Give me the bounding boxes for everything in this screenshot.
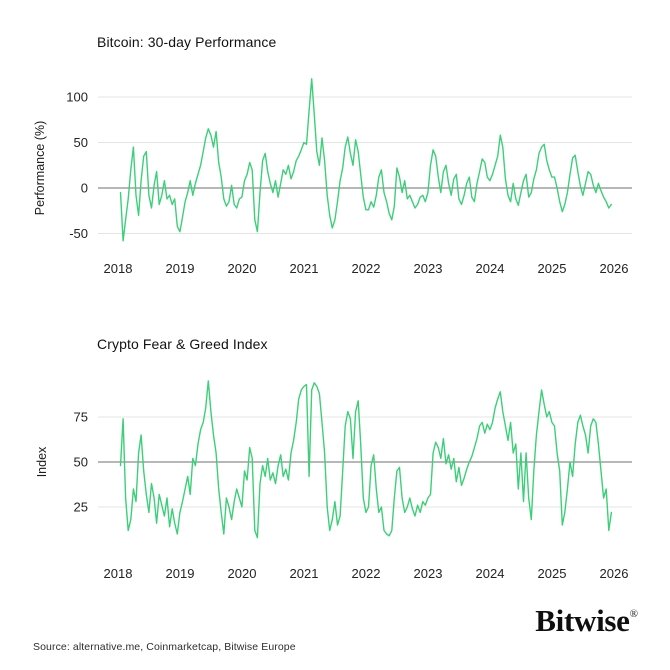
x-tick-label: 2023 (413, 566, 443, 581)
x-tick-label: 2022 (351, 566, 381, 581)
x-tick-label: 2018 (103, 261, 133, 276)
y-tick-label: -50 (69, 226, 88, 241)
x-tick-label: 2018 (103, 566, 133, 581)
x-tick-label: 2025 (537, 261, 567, 276)
x-tick-label: 2022 (351, 261, 381, 276)
bitwise-logo (535, 603, 638, 639)
x-tick-label: 2025 (537, 566, 567, 581)
chart2-title: Crypto Fear & Greed Index (97, 336, 268, 352)
bitwise-logo-text: Bitwise (535, 603, 630, 638)
x-tick-label: 2020 (227, 566, 257, 581)
x-tick-label: 2024 (475, 261, 505, 276)
x-tick-label: 2021 (289, 261, 319, 276)
x-tick-label: 2026 (599, 566, 629, 581)
chart2-plot-area (0, 330, 670, 630)
registered-trademark-icon: ® (629, 608, 638, 620)
x-tick-label: 2020 (227, 261, 257, 276)
x-tick-label: 2019 (165, 566, 195, 581)
y-tick-label: 75 (73, 409, 88, 425)
source-attribution: Source: alternative.me, Coinmarketcap, Bitwise Europe (33, 641, 296, 653)
y-tick-label: 50 (73, 454, 88, 470)
x-tick-label: 2023 (413, 261, 443, 276)
x-tick-label: 2026 (599, 261, 629, 276)
y-tick-label: 50 (73, 135, 88, 150)
chart1-title: Bitcoin: 30-day Performance (97, 34, 277, 50)
x-tick-label: 2021 (289, 566, 319, 581)
chart1-plot-area (0, 0, 670, 300)
series-line (121, 79, 612, 241)
y-tick-label: 0 (80, 180, 88, 196)
y-tick-label: 25 (73, 499, 88, 515)
series-line (121, 381, 612, 538)
x-tick-label: 2024 (475, 566, 505, 581)
y-tick-label: 100 (66, 89, 88, 105)
x-tick-label: 2019 (165, 261, 195, 276)
chart1-y-axis-label: Performance (%) (33, 120, 47, 216)
chart2-y-axis-label: Index (35, 446, 49, 478)
